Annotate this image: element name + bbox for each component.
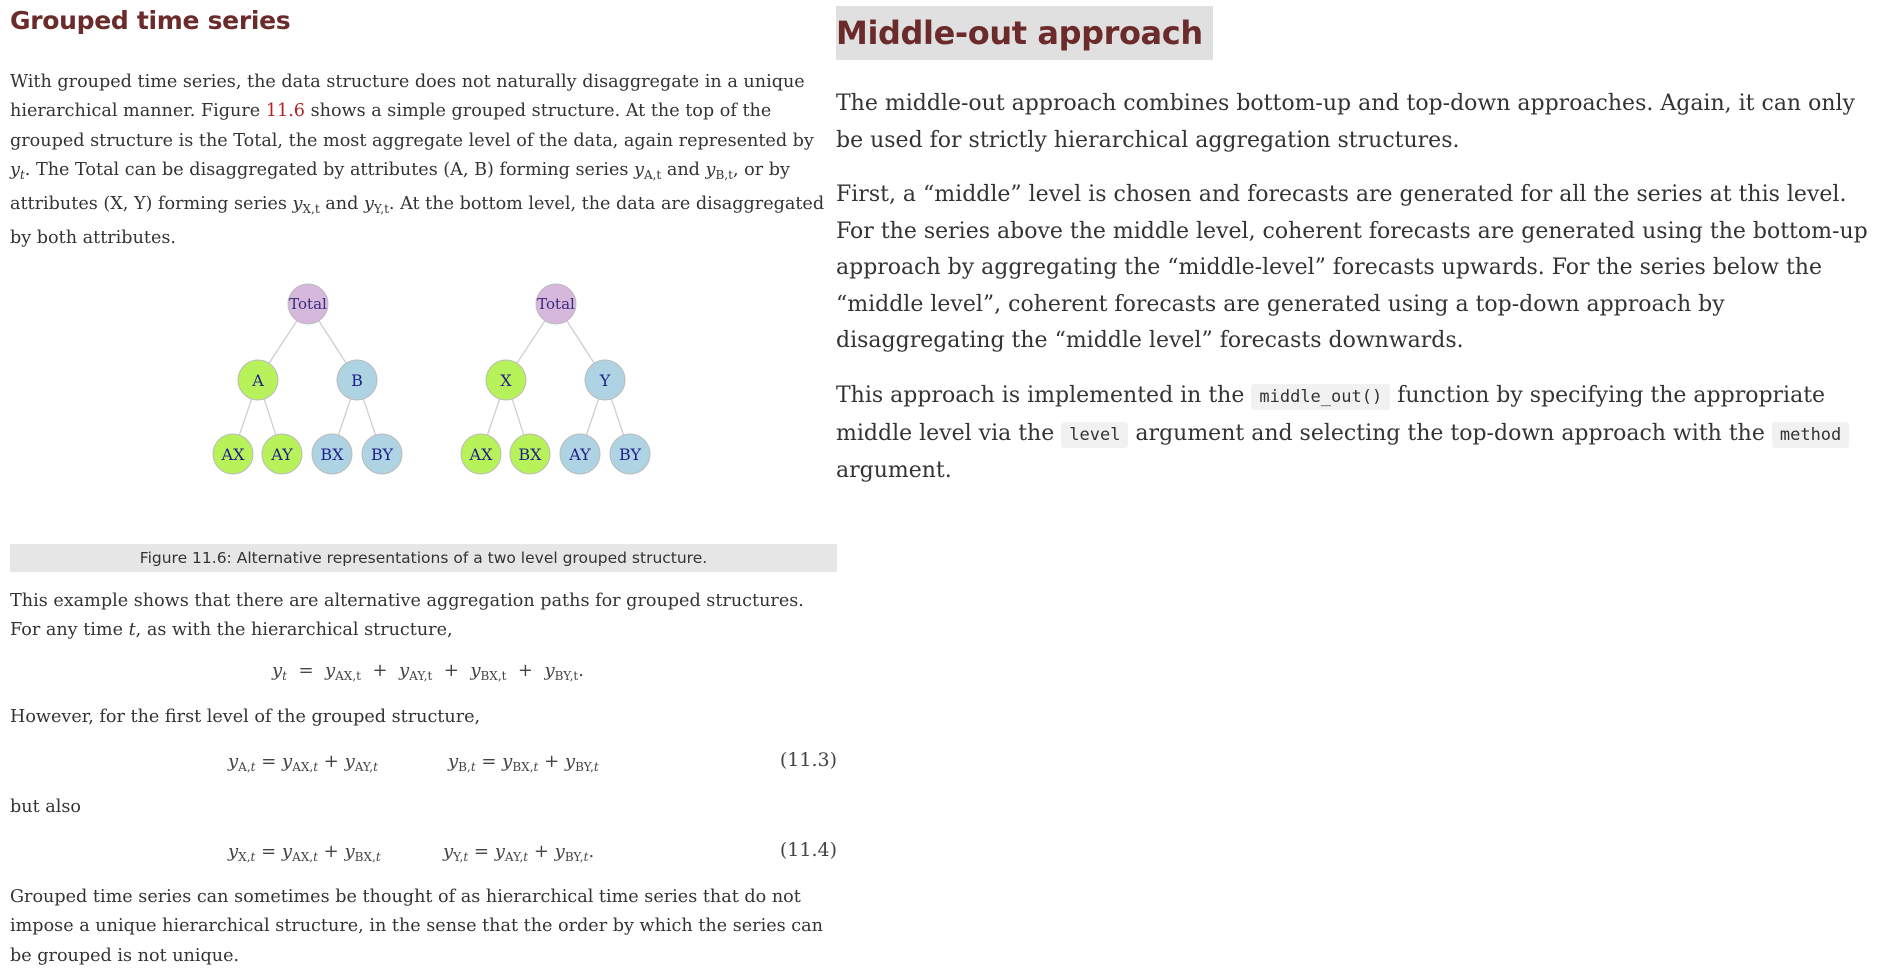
tree1-node-b	[337, 360, 377, 400]
svg-text:BX: BX	[320, 445, 344, 464]
tree2-node-x	[486, 360, 526, 400]
tree2-root-node	[536, 284, 576, 324]
paragraph-alternative-paths: This example shows that there are alternative aggregation paths for grouped structures. For any time t, as with the hierarchical structure,	[10, 591, 804, 641]
tree2-node-y	[585, 360, 625, 400]
equation-total: $y_t = y_{AX,t} + y_{AY,t} + y_{BX,t} + y_{BY,t}$.	[272, 660, 584, 683]
tree1-leaf-ax	[213, 434, 253, 474]
equation-number-11-3: (11.3)	[779, 749, 837, 771]
paragraph-but-also: but also	[10, 797, 81, 817]
middle-out-paragraph-2: First, a “middle” level is chosen and forecasts are generated for all the series at this level. For the series above the middle level, coherent forecasts are generated using the bottom-up approach by aggregating the “middle-level” forecasts upwards. For the series below the “middle level”, coherent forecasts are generated using a top-down approach by disaggregating the “middle level” forecasts downwards.	[836, 182, 1868, 353]
tree2-leaf-ay	[560, 434, 600, 474]
svg-text:BY: BY	[618, 445, 642, 464]
equation-11-4-b: $y_{Y,t} = y_{AY,t} + y_{BY,t}$.	[443, 841, 595, 864]
svg-text:Total: Total	[289, 295, 327, 313]
tree2-leaf-ax	[461, 434, 501, 474]
paragraph-grouped-conclusion: Grouped time series can sometimes be thought of as hierarchical time series that do not impose a unique hierarchical structure, in the sense that the order by which the series can be grouped is not unique.	[10, 887, 823, 966]
svg-text:BX: BX	[518, 445, 542, 464]
svg-text:AX: AX	[469, 445, 493, 464]
tree1-leaf-bx	[312, 434, 352, 474]
code-middle-out: middle_out()	[1251, 384, 1390, 410]
svg-text:AY: AY	[569, 445, 591, 464]
diagram-edges	[233, 304, 630, 454]
paragraph-first-level: However, for the first level of the grouped structure,	[10, 707, 481, 727]
tree1-node-a	[238, 360, 278, 400]
svg-text:AX: AX	[221, 445, 245, 464]
section-heading: Grouped time series	[10, 6, 291, 35]
middle-out-paragraph-3: This approach is implemented in the middle_out() function by specifying the appropriate middle level via the level argument and selecting the top-down approach with the method argument.	[836, 378, 1876, 490]
tree1-leaf-by	[362, 434, 402, 474]
svg-text:A: A	[252, 371, 264, 390]
svg-text:B: B	[351, 371, 363, 390]
tree1-leaf-ay	[262, 434, 302, 474]
svg-text:Y: Y	[599, 371, 611, 390]
tree2-leaf-by	[610, 434, 650, 474]
equation-number-11-4: (11.4)	[779, 839, 837, 861]
code-level: level	[1061, 422, 1128, 448]
tree1-root-node	[288, 284, 328, 324]
equation-11-3-b: $y_{B,t} = y_{BX,t} + y_{BY,t}$	[448, 751, 599, 774]
svg-text:X: X	[500, 371, 512, 390]
intro-paragraph: With grouped time series, the data structure does not naturally disaggregate in a unique hierarchical manner. Figure 11.6 shows a simple grouped structure. At the top of the grouped structure is the Total, the most aggregate level of the data, again represented by $y_t$. The Total can be disaggregated by attributes (A, B) forming series $y_{A,t}$ and $y_{B,t}$, or by attributes (X, Y) forming series $y_{X,t}$ and $y_{Y,t}$. At the bottom level, the data are disaggregated by both attributes.	[10, 72, 825, 249]
grouped-structure-diagram	[10, 270, 837, 490]
equation-11-4-a: $y_{X,t} = y_{AX,t} + y_{BX,t}$	[228, 841, 381, 864]
middle-out-paragraph-1: The middle-out approach combines bottom-up and top-down approaches. Again, it can only be used for strictly hierarchical aggregation structures.	[836, 91, 1855, 153]
figure-reference-link[interactable]: 11.6	[265, 101, 305, 122]
middle-out-heading: Middle-out approach	[836, 6, 1213, 60]
svg-text:AY: AY	[271, 445, 293, 464]
svg-text:Total: Total	[537, 295, 575, 313]
figure-caption: Figure 11.6: Alternative representations of a two level grouped structure.	[10, 544, 837, 572]
svg-text:BY: BY	[370, 445, 394, 464]
equation-11-3-a: $y_{A,t} = y_{AX,t} + y_{AY,t}$	[228, 751, 378, 774]
tree2-leaf-bx	[510, 434, 550, 474]
code-method: method	[1772, 422, 1849, 448]
